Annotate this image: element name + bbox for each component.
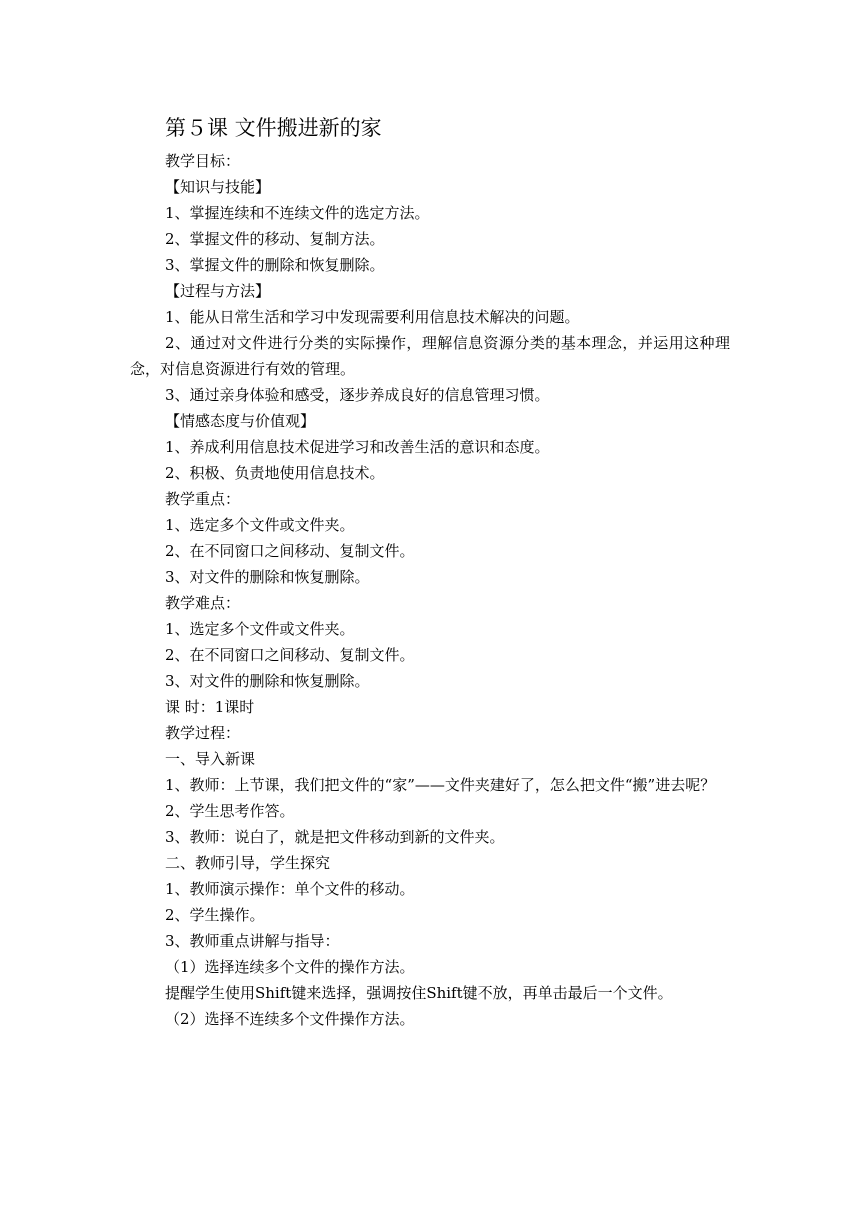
paragraph: 课 时：1课时: [165, 698, 255, 716]
paragraph: 2、掌握文件的移动、复制方法。: [165, 230, 385, 248]
paragraph: 1、选定多个文件或文件夹。: [165, 620, 355, 638]
paragraph: 3、掌握文件的删除和恢复删除。: [165, 256, 385, 274]
paragraph: 2、在不同窗口之间移动、复制文件。: [165, 542, 415, 560]
paragraph: 【知识与技能】: [165, 178, 271, 196]
document-body: [130, 148, 730, 1032]
paragraph: 3、教师重点讲解与指导：: [165, 932, 340, 950]
paragraph: 2、学生思考作答。: [165, 802, 295, 820]
paragraph: 教学难点：: [165, 594, 241, 612]
paragraph: （1）选择连续多个文件的操作方法。: [165, 958, 415, 976]
paragraph: 2、学生操作。: [165, 906, 265, 924]
paragraph: 2、通过对文件进行分类的实际操作，理解信息资源分类的基本理念，并运用这种理念，对信息资源进行有效的管理。: [130, 334, 730, 378]
paragraph: 1、教师：上节课，我们把文件的“家”——文件夹建好了，怎么把文件“搬”进去呢？: [165, 776, 716, 794]
paragraph: 1、选定多个文件或文件夹。: [165, 516, 355, 534]
paragraph: 1、养成利用信息技术促进学习和改善生活的意识和态度。: [165, 438, 550, 456]
paragraph: 3、对文件的删除和恢复删除。: [165, 672, 370, 690]
paragraph: （2）选择不连续多个文件操作方法。: [165, 1010, 415, 1028]
paragraph: 教学目标：: [165, 152, 241, 170]
paragraph: 1、掌握连续和不连续文件的选定方法。: [165, 204, 430, 222]
paragraph: 教学过程：: [165, 724, 241, 742]
paragraph: 3、对文件的删除和恢复删除。: [165, 568, 370, 586]
paragraph: 提醒学生使用Shift键来选择，强调按住Shift键不放，再单击最后一个文件。: [165, 984, 673, 1002]
paragraph: 【过程与方法】: [165, 282, 271, 300]
paragraph: 【情感态度与价值观】: [165, 412, 316, 430]
paragraph: 3、教师：说白了，就是把文件移动到新的文件夹。: [165, 828, 505, 846]
paragraph: 2、在不同窗口之间移动、复制文件。: [165, 646, 415, 664]
paragraph: 二、教师引导，学生探究: [165, 854, 331, 872]
paragraph: 1、教师演示操作：单个文件的移动。: [165, 880, 415, 898]
paragraph: 2、积极、负责地使用信息技术。: [165, 464, 385, 482]
paragraph: 1、能从日常生活和学习中发现需要利用信息技术解决的问题。: [165, 308, 580, 326]
page-title: 第５课 文件搬进新的家: [165, 116, 382, 140]
paragraph: 一、导入新课: [165, 750, 256, 768]
paragraph: 3、通过亲身体验和感受，逐步养成良好的信息管理习惯。: [165, 386, 550, 404]
paragraph: 教学重点：: [165, 490, 241, 508]
